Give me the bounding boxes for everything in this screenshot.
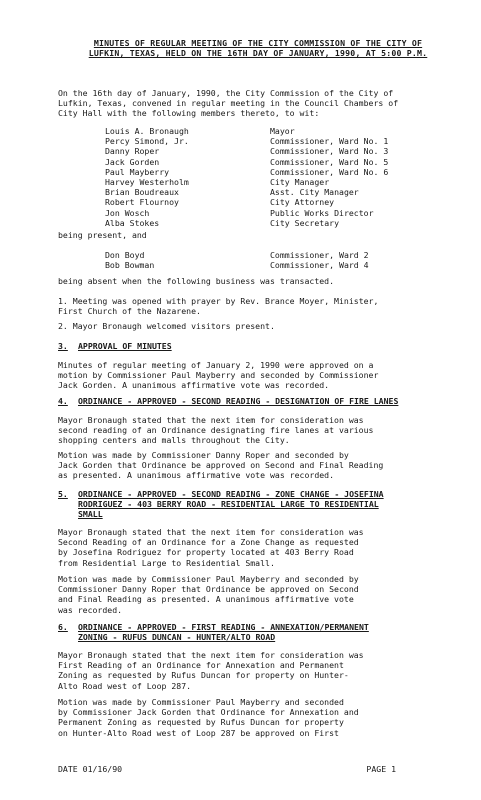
item-1-line: First Church of the Nazarene. [58,306,201,317]
item-5-line: Mayor Bronaugh stated that the next item for consideration was [58,527,364,537]
item-3-line: motion by Commissioner Paul Mayberry and seconded by Commissioner [58,370,379,381]
member-row [105,157,435,167]
member-title: Asst. City Manager [270,187,359,198]
absent-row [105,260,435,270]
item-3-body [58,360,444,391]
item-6-motion-line: Motion was made by Commissioner Paul Mayberry and seconded [58,697,344,707]
member-title: Mayor [270,126,295,136]
item-6-motion [58,697,444,738]
member-title: Commissioner, Ward No. 3 [270,146,389,157]
item-6-heading-text: ORDINANCE - APPROVED - FIRST READING - ANNEXATION/PERMANENT [78,622,369,632]
item-1 [58,296,444,316]
page-footer [58,764,396,774]
member-row [105,218,435,228]
item-2-line [58,321,444,331]
members-absent-list [105,250,435,270]
item-4-line: shopping centers and malls throughout the City. [58,435,290,446]
member-name: Jack Gorden [105,156,160,167]
item-2-text: Mayor Bronaugh welcomed visitors present. [72,321,275,331]
item-5-motion-line: and Final Reading as presented. A unanimous affirmative vote [58,594,354,605]
item-4-motion-line: Jack Gorden that Ordinance be approved on Second and Final Reading [58,460,384,471]
member-row [105,197,435,207]
item-number: 3. [58,341,68,351]
item-6-line: Mayor Bronaugh stated that the next item for consideration was [58,650,364,660]
item-number: 2. [58,321,68,331]
member-name: Danny Roper [105,146,160,157]
item-6-heading [58,622,369,632]
item-3-heading-text: APPROVAL OF MINUTES [78,341,172,351]
absent-title: Commissioner, Ward 2 [270,250,369,260]
document-title [78,38,438,58]
member-title: Public Works Director [270,207,374,218]
item-6-motion-line: on Hunter-Alto Road west of Loop 287 be approved on First [58,727,339,738]
member-name: Percy Simond, Jr. [105,136,189,147]
item-4-heading [58,396,398,406]
member-name: Louis A. Bronaugh [105,126,189,136]
member-name: Paul Mayberry [105,166,170,177]
member-name: Alba Stokes [105,217,160,228]
absent-row [105,250,435,260]
member-title: Commissioner, Ward No. 5 [270,156,389,167]
intro-line: City Hall with the following members thereto, to wit: [58,108,320,119]
item-number: 5. [58,489,68,499]
item-6-line: First Reading of an Ordinance for Annexation and Permanent [58,660,344,671]
member-title: Commissioner, Ward No. 1 [270,136,389,147]
item-4-motion-line: Motion was made by Commissioner Danny Roper and seconded by [58,450,349,460]
item-4-heading-text: ORDINANCE - APPROVED - SECOND READING - DESIGNATION OF FIRE LANES [78,396,399,406]
being-present-text [58,230,444,240]
item-3-heading [58,341,172,351]
member-title: City Secretary [270,217,340,228]
member-name: Harvey Westerholm [105,176,189,187]
item-5-heading-line-2: RODRIGUEZ - 403 BERRY ROAD - RESIDENTIAL LARGE TO RESIDENTIAL [78,499,379,509]
item-4-line: second reading of an Ordinance designating fire lanes at various [58,425,374,436]
absent-note-line: being absent when the following business was transacted. [58,276,335,286]
item-6-line: Zoning as requested by Rufus Duncan for property on Hunter- [58,670,349,681]
member-row [105,177,435,187]
item-5-line: by Josefina Rodriguez for property located at 403 Berry Road [58,547,354,558]
item-5-motion [58,574,444,615]
footer-date: DATE 01/16/90 [58,764,123,774]
title-line-1: MINUTES OF REGULAR MEETING OF THE CITY COMMISSION OF THE CITY OF [93,38,423,48]
absent-title: Commissioner, Ward 4 [270,260,369,271]
member-row [105,136,435,146]
absent-name: Bob Bowman [105,260,155,271]
item-5-heading-text: ORDINANCE - APPROVED - SECOND READING - ZONE CHANGE - JOSEFINA [78,489,384,499]
absent-note [58,276,444,286]
member-row [105,126,435,136]
item-3-line: Minutes of regular meeting of January 2, 1990 were approved on a [58,360,374,370]
item-5-heading-line-3: SMALL [78,509,103,519]
members-present-list [105,126,435,228]
absent-name: Don Boyd [105,250,145,260]
member-title: City Attorney [270,197,335,208]
intro-line: Lufkin, Texas, convened in regular meeting in the Council Chambers of [58,98,399,109]
item-5-body [58,527,444,568]
footer-page-number: PAGE 1 [366,764,396,774]
item-4-line: Mayor Bronaugh stated that the next item for consideration was [58,415,364,425]
member-row [105,146,435,156]
item-5-motion-line: was recorded. [58,604,123,615]
item-5-line: Second Reading of an Ordinance for a Zone Change as requested [58,537,359,548]
item-number: 1. [58,296,68,306]
item-6-motion-line: by Commissioner Jack Gorden that Ordinance for Annexation and [58,707,359,718]
item-3-line: Jack Gorden. A unanimous affirmative vote was recorded. [58,380,330,391]
item-6-heading-line-2: ZONING - RUFUS DUNCAN - HUNTER/ALTO ROAD [78,632,276,642]
item-4-motion-line: as presented. A unanimous affirmative vote was recorded. [58,470,335,481]
member-row [105,167,435,177]
item-1-text: Meeting was opened with prayer by Rev. Brance Moyer, Minister, [72,296,379,306]
member-name: Jon Wosch [105,207,150,218]
member-title: Commissioner, Ward No. 6 [270,166,389,177]
item-number: 4. [58,396,68,406]
item-5-line: from Residential Large to Residential Small. [58,557,275,568]
member-row [105,187,435,197]
item-6-line: Alto Road west of Loop 287. [58,680,192,691]
member-name: Brian Boudreaux [105,187,179,198]
item-4-body [58,415,444,446]
item-5-motion-line: Commissioner Danny Roper that Ordinance be approved on Second [58,584,359,595]
item-number: 6. [58,622,68,632]
item-5-motion-line: Motion was made by Commissioner Paul Mayberry and seconded by [58,574,359,584]
being-present-line: being present, and [58,230,147,240]
item-6-motion-line: Permanent Zoning as requested by Rufus Duncan for property [58,717,344,728]
member-name: Robert Flournoy [105,197,179,208]
item-2 [58,321,444,331]
intro-line: On the 16th day of January, 1990, the City Commission of the City of [58,88,394,98]
item-4-motion [58,450,444,481]
intro-paragraph [58,88,444,119]
member-title: City Manager [270,176,330,187]
title-line-2: LUFKIN, TEXAS, HELD ON THE 16TH DAY OF JANUARY, 1990, AT 5:00 P.M. [88,48,428,59]
item-5-heading [58,489,384,499]
item-6-body [58,650,444,691]
item-1-line [58,296,444,306]
member-row [105,208,435,218]
